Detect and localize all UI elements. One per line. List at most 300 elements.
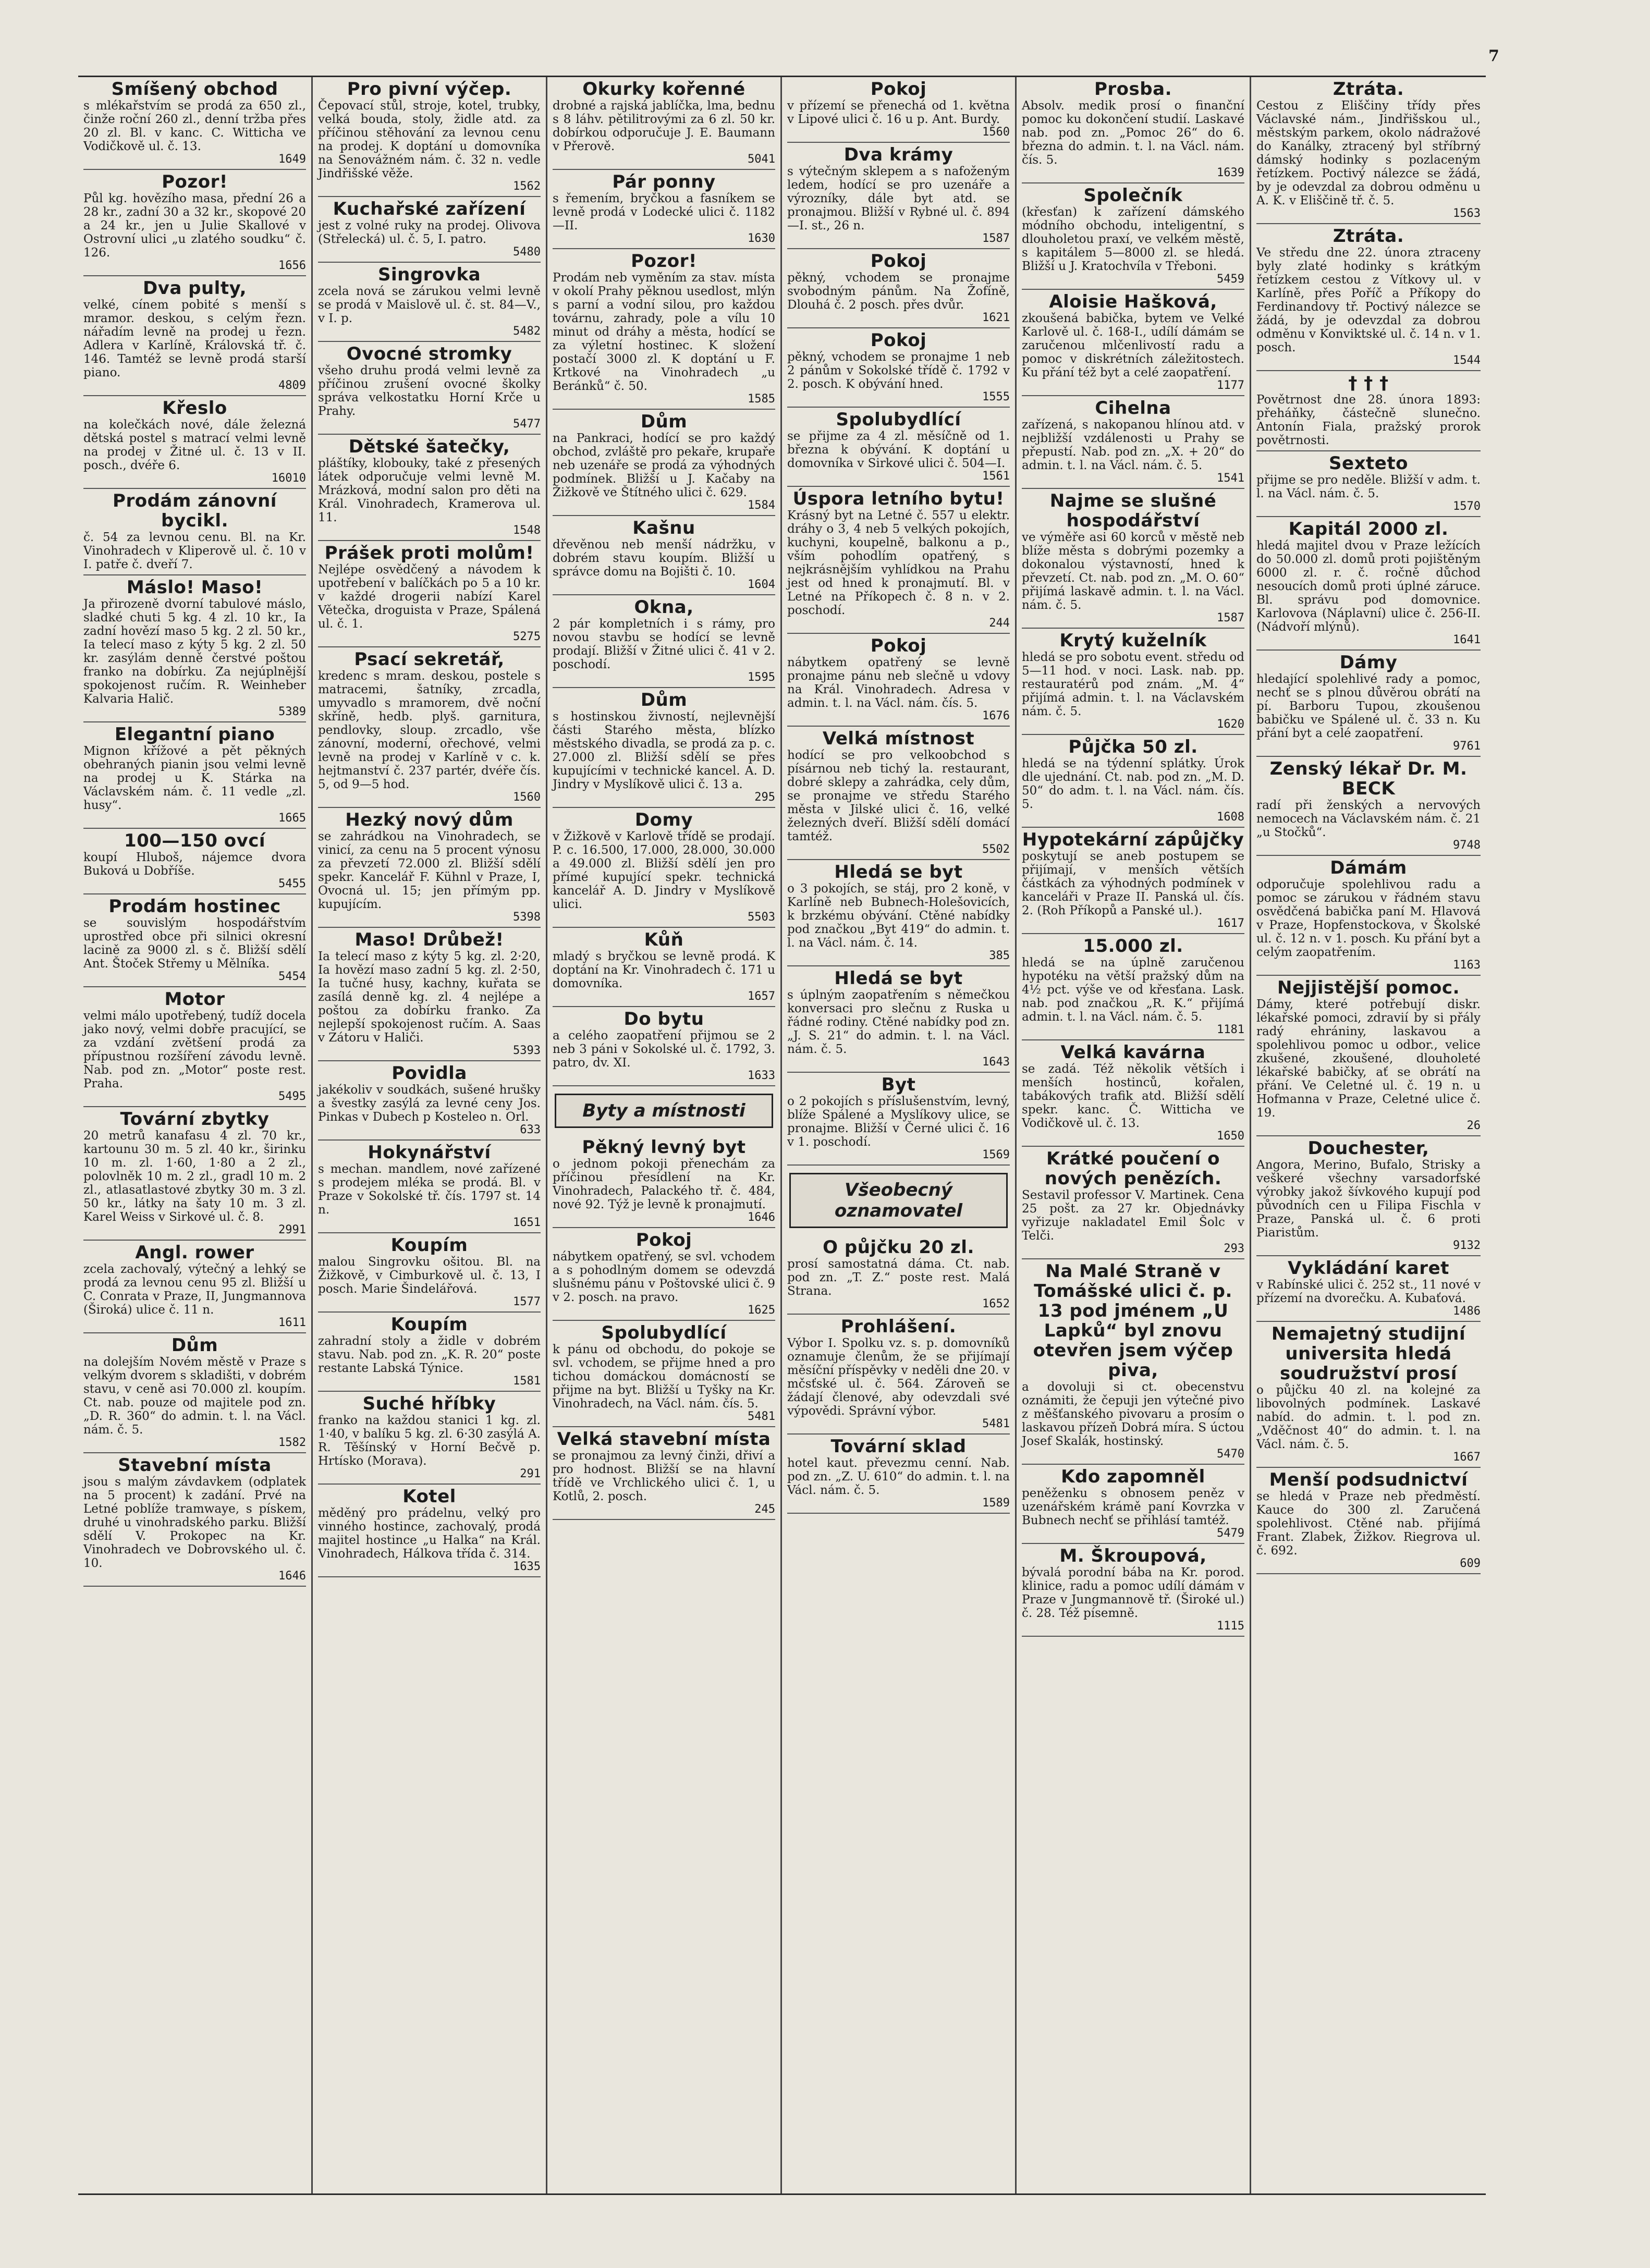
ad-body: zcela zachovalý, výtečný a lehký se prodá za levnou cenu 95 zl. Bližší u C. Conrata v Praze, II, Jungmannova (Široká) ulice č. 11 n. — [83, 1262, 306, 1317]
ad-column — [1251, 77, 1486, 2193]
ad-headline: Dům — [171, 1335, 218, 1356]
ad-number: 1608 — [1217, 811, 1244, 824]
ad-number: 1649 — [278, 153, 306, 166]
ad-headline: † † † — [1348, 373, 1389, 394]
ad-number: 1562 — [513, 180, 541, 193]
ad-body: s mechan. mandlem, nové zařízené s prodejem mléka se prodá. Bl. v Praze v Sokolské tř. čís. 1797 st. 14 n. — [318, 1162, 541, 1217]
ad-body: přijme se pro neděle. Bližší v adm. t. l. na Václ. nám. č. 5. — [1256, 473, 1481, 500]
ad-headline: Domy — [634, 810, 693, 830]
ad-headline: Tovární zbytky — [120, 1109, 270, 1130]
ad-number: 1486 — [1453, 1305, 1481, 1318]
ad-number: 5477 — [513, 418, 541, 431]
ad-body: zahradní stoly a židle v dobrém stavu. Nab. pod zn. „K. R. 20“ poste restante Labská Týnice. — [318, 1334, 541, 1375]
classified-ad — [553, 808, 775, 928]
ad-body: na Pankraci, hodící se pro každý obchod, zvláště pro pekaře, krupaře neb uzenáře se prodá za výhodných podmínek. Bližší u J. Kačaby na Žižkově ve Štítného ulici č. 629. — [553, 432, 775, 499]
ad-headline: Motor — [164, 989, 225, 1010]
ad-headline: Hezký nový dům — [345, 810, 514, 830]
ad-number: 1587 — [982, 232, 1010, 245]
ad-headline: Hledá se byt — [834, 968, 963, 989]
classified-ad — [318, 808, 541, 928]
classified-ad — [553, 1228, 775, 1321]
ad-headline: Velká stavební místa — [557, 1429, 771, 1450]
classified-ad — [1256, 517, 1481, 651]
classified-ad — [1022, 1040, 1244, 1147]
ad-body: v Žižkově v Karlově třídě se prodají. P. c. 16.500, 17.000, 28.000, 30.000 a 49.000 zl. Bližší sdělí jen pro přímé kupující spekr. technická kancelář A. D. Jindry v Myslíkově ulici. — [553, 830, 775, 911]
ad-headline: Hledá se byt — [834, 862, 963, 882]
ad-headline: Suché hříbky — [362, 1393, 496, 1414]
ad-headline: Křeslo — [162, 398, 227, 419]
ad-number: 1641 — [1453, 633, 1481, 646]
ad-body: Dámy, které potřebují diskr. lékařské pomoci, zdravií by si přály radý ehrániny, laskavou a spolehlivou pomoc u odbor., velice zkušené, zkoušené, dlouholeté lékařské babičky, ať se obrátí na přání. Ve Celetné ul. č. 19 n. u Hofmanna v Praze, Celetné ulice č. 19. — [1256, 998, 1481, 1120]
ad-headline: Byt — [881, 1074, 916, 1095]
ad-headline: Prodám zánovní bycikl. — [113, 491, 277, 531]
classified-ad — [318, 263, 541, 342]
ad-body: s řemením, bryčkou a fasníkem se levně prodá v Lodecké ulici č. 1182—II. — [553, 192, 775, 232]
ad-headline: Sexteto — [1329, 453, 1408, 474]
ad-number: 1569 — [982, 1148, 1010, 1161]
ad-number: 1657 — [748, 990, 775, 1003]
ad-headline: Aloisie Hašková, — [1049, 291, 1217, 312]
classified-ad — [1022, 1259, 1244, 1465]
ad-body: Ve středu dne 22. února ztraceny byly zlaté hodinky s krátkým řetízkem cestou z Vítkovy ul. v Karlíně, přes Poříč a Příkopy do Ferdinandovy tř. Poctivý nálezce se žádá, by je odevzdal za dobrou odměnu v Konviktské ul. č. 14 n. v 1. posch. — [1256, 246, 1481, 354]
ad-number: 1656 — [278, 259, 306, 272]
classified-ad — [1256, 77, 1481, 224]
classified-ad — [1256, 1256, 1481, 1322]
section-heading: Všeobecný oznamovatel — [789, 1173, 1008, 1228]
ad-number: 1585 — [748, 393, 775, 406]
ad-number: 1650 — [1217, 1130, 1244, 1143]
ad-headline: Dětské šatečky, — [348, 436, 510, 457]
ad-column — [313, 77, 547, 2193]
ad-number: 1620 — [1217, 718, 1244, 731]
ad-headline: Povidla — [392, 1063, 467, 1084]
ad-headline: Pro pivní výčep. — [347, 79, 512, 100]
ad-headline: Pokoj — [870, 330, 927, 351]
ad-headline: Pokoj — [870, 79, 927, 100]
classified-ad — [1022, 735, 1244, 828]
ad-number: 1582 — [278, 1436, 306, 1449]
classified-ad — [1022, 77, 1244, 183]
classified-ad — [83, 1453, 306, 1587]
ad-body: Ja přirozeně dvorní tabulové máslo, sladké chuti 5 kg. 4 zl. 10 kr., Ia zadní hovězí maso 5 kg. 2 zl. 50 kr., Ia telecí maso z kýty 5 kg. 2 zl. 50 kr. zasýlám denně čerstvé poštou franko na dobírku. Za nejúplnější spokojenost ručím. R. Weinheber Kalvaria Halič. — [83, 597, 306, 706]
ad-body: o 3 pokojích, se stáj, pro 2 koně, v Karlíně neb Bubnech-Holešovicích, k brzkému obývání. Ctěné nabídky pod značkou „Byt 419“ do admin. t. l. na Václ. nám. č. 14. — [787, 882, 1010, 950]
ad-body: hledá se na úplně zaručenou hypotéku na větší pražský dům na 4½ pct. výše ve od křesťana. Lask. nab. pod značkou „R. K.“ přijímá admin. t. l. na Václ. nám. č. 5. — [1022, 956, 1244, 1024]
ad-body: (křesťan) k zařízení dámského módního obchodu, inteligentní, s dlouholetou praxí, ve velkém městě, s kapitálem 5—8000 zl. se hledá. Bližší u J. Kratochvíla v Třeboni. — [1022, 205, 1244, 273]
ad-body: v přízemí se přenechá od 1. května v Lipové ulici č. 16 u p. Ant. Burdy. — [787, 99, 1010, 126]
ad-headline: Kotel — [402, 1486, 456, 1507]
ad-number: 1115 — [1217, 1620, 1244, 1633]
ad-headline: Elegantní piano — [114, 724, 275, 745]
classified-ad — [787, 966, 1010, 1073]
classified-ad — [318, 928, 541, 1061]
ad-headline: Kapitál 2000 zl. — [1288, 519, 1449, 540]
classified-ad — [318, 1485, 541, 1577]
classified-ad — [787, 1235, 1010, 1315]
ad-column — [78, 77, 313, 2193]
ad-headline: 15.000 zl. — [1083, 936, 1183, 957]
ad-body: Ia telecí maso z kýty 5 kg. zl. 2·20, Ia hovězí maso zadní 5 kg. zl. 2·50, Ia tučné husy, kachny, kuřata se zasílá denně kg. zl. 4 nejlépe a poštou za dobírku franko. Za nejlepší spokojenost ručím. A. Saas v Zátoru v Haliči. — [318, 950, 541, 1045]
ad-number: 9761 — [1453, 740, 1481, 753]
ad-body: a celého zaopatření přijmou se 2 neb 3 páni v Sokolské ul. č. 1792, 3. patro, dv. XI. — [553, 1029, 775, 1070]
classified-ad — [1256, 856, 1481, 976]
ad-body: odporučuje spolehlivou radu a pomoc se zárukou v řádném stavu osvědčená babička paní M. Hlavová v Praze, Hopfenstockova, v Školské ul. č. 12 n. v 1. posch. Ku přání byt a celým zaopatřením. — [1256, 878, 1481, 959]
ad-headline: Krytý kuželník — [1059, 630, 1207, 651]
ad-body: hledá majitel dvou v Praze ležících do 50.000 zl. domů proti pojištěným 6000 zl. r. č. ročně důchod nesoucích domů proti úplné záruce. Bl. správu pod domovnice. Karlovova (Náplavní) ulice č. 256-II. (Nádvoří mlýnů). — [1256, 539, 1481, 634]
ad-headline: Ztráta. — [1333, 226, 1404, 247]
ad-number: 26 — [1466, 1119, 1481, 1132]
ad-number: 5481 — [748, 1410, 775, 1423]
classified-ad — [1256, 1322, 1481, 1468]
ad-body: se zadá. Též několik větších i menších hostinců, kořalen, tabákových trafik atd. Bližší sdělí spekr. kanc. Č. Witticha ve Vodičkově ul. č. 13. — [1022, 1062, 1244, 1130]
ad-number: 291 — [520, 1467, 541, 1480]
ad-body: zcela nová se zárukou velmi levně se prodá v Maislově ul. č. st. 84—V., v I. p. — [318, 285, 541, 325]
ad-body: ve výměře asi 60 korců v městě neb blíže města s dobrými pozemky a dokonalou výstavností, hned k převzetí. Ct. nab. pod zn. „M. O. 60“ přijímá laskavě admin. t. l. na Václ. nám. č. 5. — [1022, 531, 1244, 612]
ad-number: 5480 — [513, 246, 541, 259]
ad-number: 5481 — [982, 1417, 1010, 1430]
ad-number: 245 — [754, 1503, 775, 1516]
ad-headline: Dámy — [1339, 652, 1398, 673]
classified-ad — [553, 928, 775, 1007]
ad-headline: Cihelna — [1095, 398, 1171, 419]
classified-ad — [83, 1107, 306, 1241]
ad-body: jsou s malým závdavkem (odplatek na 5 procent) k zadání. Prvé na Letné poblíže tramwaye, s pískem, druhé u vinohradského parku. Bližší sdělí V. Prokopec na Kr. Vinohradech ve Dobrovského ul. č. 10. — [83, 1475, 306, 1570]
classified-ad — [83, 722, 306, 829]
ad-headline: Hokynářství — [368, 1142, 491, 1163]
ad-number: 1577 — [513, 1295, 541, 1308]
classified-ad — [318, 1313, 541, 1392]
ad-body: 20 metrů kanafasu 4 zl. 70 kr., kartounu 30 m. 5 zl. 40 kr., širinku 10 m. zl. 1·60, 1·80 a 2 zl., polovlněk 10 m. 2 zl., gradl 10 m. 2 zl., atlasatlastové zbytky 30 m. 3 zl. 50 kr., látky na šaty 10 m. 3 zl. Karel Weiss v Sirkové ul. č. 8. — [83, 1129, 306, 1224]
ad-body: Angora, Merino, Bufalo, Strisky a veškeré všechny varsadorfské výrobky jakož šívkového kupují pod původních cen u Filipa Fischla v Praze, Panská ul. č. 6 proti Piaristům. — [1256, 1158, 1481, 1240]
ad-body: prosí samostatná dáma. Ct. nab. pod zn. „T. Z.“ poste rest. Malá Strana. — [787, 1257, 1010, 1298]
classified-ad — [1022, 629, 1244, 735]
classified-ad — [787, 1315, 1010, 1435]
ad-number: 1633 — [748, 1069, 775, 1082]
ad-number: 1665 — [278, 812, 306, 825]
classified-ad — [1256, 1468, 1481, 1574]
ad-number: 5503 — [748, 911, 775, 924]
ad-headline: M. Škroupová, — [1059, 1546, 1207, 1566]
classified-ad — [83, 987, 306, 1107]
ad-body: se hledá v Praze neb předměstí. Kauce do 300 zl. Zaručená spolehlivost. Ctěné nab. přijímá Frant. Zlabek, Žižkov. Riegrova ul. č. 692. — [1256, 1490, 1481, 1558]
classified-ad — [1256, 757, 1481, 856]
classified-ad — [787, 634, 1010, 727]
classified-ad — [83, 575, 306, 722]
classified-ad — [318, 1141, 541, 1233]
ad-headline: 100—150 ovcí — [124, 830, 266, 851]
ad-body: na dolejším Novém městě v Praze s velkým dvorem s skladišti, v dobrém stavu, v ceně asi 70.000 zl. koupím. Ct. nab. pouze od majitele pod zn. „D. R. 360“ do admin. t. l. na Václ. nám. č. 5. — [83, 1355, 306, 1437]
ad-number: 9748 — [1453, 839, 1481, 852]
ad-headline: Psací sekretář, — [354, 649, 505, 670]
ad-headline: Nejjistější pomoc. — [1277, 977, 1460, 998]
ad-body: pěkný, vchodem se pronajme svobodným pánům. Na Žofíně, Dlouhá č. 2 posch. přes dvůr. — [787, 271, 1010, 312]
ad-number: 5455 — [278, 877, 306, 890]
ad-body: velké, cínem pobité s menší s mramor. deskou, s celým řezn. nářadím levně na prodej u řezn. Adlera v Karlíně, Královská tř. č. 146. Tamtéž se levně prodá starší piano. — [83, 298, 306, 379]
ad-body: Prodám neb vyměním za stav. místa v okolí Prahy pěknou usedlost, mlýn s parní a vodní silou, pro každou továrnu, zahrady, pole a vílu 10 minut od dráhy a města, hodící se za výletní hostinec. K složení postačí 3000 zl. K doptání u F. Krtkové na Vinohradech „u Beránků“ č. 50. — [553, 271, 775, 393]
ad-body: zařízená, s nakopanou hlínou atd. v nejbližší vzdálenosti u Prahy se přepustí. Nab. pod zn. „X. + 20“ do admin. t. l. na Václ. nám. č. 5. — [1022, 418, 1244, 472]
ad-body: Krásný byt na Letné č. 557 u elektr. dráhy o 3, 4 neb 5 velkých pokojích, kuchyni, koupelně, balkonu a p., vším pohodlím opatřený, s nejkrásnějším vyhlídkou na Prahu jest od hned k pronajmutí. Bl. v Letné na Příkopech č. 8 n. v 2. poschodí. — [787, 509, 1010, 617]
ad-body: s hostinskou živností, nejlevnější části Starého města, blízko městského divadla, se prodá za p. c. 27.000 zl. Bližší sdělí se přes kupujícími v technické kancel. A. D. Jindry v Myslíkově ulici č. 13 a. — [553, 710, 775, 791]
ad-number: 9132 — [1453, 1239, 1481, 1252]
ad-number: 5389 — [278, 705, 306, 718]
ad-number: 5454 — [278, 970, 306, 983]
ad-number: 5393 — [513, 1044, 541, 1057]
ad-headline: Smíšený obchod — [111, 79, 278, 100]
ad-body: a dovoluji si ct. obecenstvu oznámiti, že čepuji jen výtečné pivo z měšťanského pivovaru a prosím o laskavou přízeň Dobrá míra. S úctou Josef Skalák, hostinský. — [1022, 1380, 1244, 1448]
ad-body: hledá se pro sobotu event. středu od 5—11 hod. v noci. Lask. nab. pp. restauratérů pod znám. „M. 4“ přijímá admin. t. l. na Václavském nám. č. 5. — [1022, 651, 1244, 718]
ad-body: pláštíky, klobouky, také z přesených látek odporučuje velmi levně M. Mrázková, modní salon pro děti na Král. Vinohradech, Kramerova ul. 11. — [318, 457, 541, 524]
ad-body: Výbor I. Spolku vz. s. p. domovníků oznamuje členům, že se přijímají měsíční příspěvky v neděli dne 20. v mčsťské ul. č. 564. Zároveň se žádají členové, aby odevzdali své výpovědi. Správní výbor. — [787, 1337, 1010, 1418]
ad-headline: Pozor! — [631, 251, 697, 272]
ad-headline: Vykládání karet — [1288, 1258, 1449, 1279]
ad-headline: Spolubydlící — [836, 409, 961, 430]
ad-headline: Společník — [1083, 185, 1183, 206]
ad-body: koupí Hluboš, nájemce dvora Buková u Dobříše. — [83, 851, 306, 878]
ad-headline: Pěkný levný byt — [582, 1137, 746, 1158]
ad-number: 5459 — [1217, 273, 1244, 286]
ad-body: jest z volné ruky na prodej. Olivova (Střelecká) ul. č. 5, I. patro. — [318, 219, 541, 246]
ad-number: 1570 — [1453, 500, 1481, 513]
ad-body: všeho druhu prodá velmi levně za příčinou zrušení ovocné školky správa velkostatku Horní Krče u Prahy. — [318, 364, 541, 418]
classified-ad — [83, 894, 306, 987]
classified-ad — [553, 410, 775, 516]
classified-ad — [1022, 934, 1244, 1040]
ad-number: 633 — [520, 1123, 541, 1136]
classified-ad — [1022, 396, 1244, 489]
ad-number: 5479 — [1217, 1527, 1244, 1540]
ad-body: Absolv. medik prosí o finanční pomoc ku dokončení studií. Laskavé nab. pod zn. „Pomoc 26“ do 6. března do admin. t. l. na Václ. nám. čís. 5. — [1022, 99, 1244, 167]
ad-number: 5502 — [982, 843, 1010, 856]
ad-headline: Velká místnost — [822, 728, 975, 749]
ad-number: 1617 — [1217, 917, 1244, 930]
ad-headline: Prosba. — [1094, 79, 1172, 100]
section-heading: Byty a místnosti — [555, 1094, 773, 1128]
classified-ad — [83, 77, 306, 170]
ad-body: na kolečkách nové, dále železná dětská postel s matrací velmi levně na prodej v Žitné ul. č. 13 v II. posch., dvéře 6. — [83, 418, 306, 472]
ad-headline: Dámám — [1330, 857, 1407, 878]
classified-ad — [787, 1435, 1010, 1514]
ad-number: 1177 — [1217, 379, 1244, 392]
ad-body: hodící se pro velkoobchod s písárnou neb tichý la. restaurant, dobré sklepy a zahrádka, cely dům, se pronajme ve středu Starého města v Jilské ulici č. 16, velké železných dveří. Bližší sdělí domácí tamtéž. — [787, 749, 1010, 843]
ad-headline: Kuchařské zařízení — [333, 199, 526, 219]
ad-body: jakékoliv v soudkách, sušené hrušky a švestky zasýlá za levné ceny Jos. Pinkas v Dubech p Kosteleo n. Orl. — [318, 1083, 541, 1124]
ad-number: 1561 — [982, 470, 1010, 483]
ad-body: Sestavil professor V. Martinek. Cena 25 pošt. za 27 kr. Objednávky vyřizuje nakladatel Emil Šolc v Telči. — [1022, 1188, 1244, 1243]
ad-body: nábytkem opatřený, se svl. vchodem a s pohodlným domem se odevzdá slušnému pánu v Poštovské ulici č. 9 v 2. posch. na pravo. — [553, 1250, 775, 1304]
ad-number: 1621 — [982, 311, 1010, 324]
classified-ad — [553, 170, 775, 249]
ad-column — [782, 77, 1017, 2193]
classified-ad — [83, 170, 306, 276]
ad-number: 1611 — [278, 1316, 306, 1329]
ad-headline: Na Malé Straně v Tomášské ulici č. p. 13 pod jménem „U Lapků“ byl znovu otevřen jsem výčep piva, — [1033, 1261, 1233, 1381]
ad-number: 1630 — [748, 232, 775, 245]
ad-body: Půl kg. hovězího masa, přední 26 a 28 kr., zadní 30 a 32 kr., skopové 20 a 24 kr., jen u Julie Skallové v Ostrovní ulici „u zlatého soudku“ č. 126. — [83, 192, 306, 260]
ad-body: bývalá porodní bába na Kr. porod. klinice, radu a pomoc udílí dámám v Praze v Jungmannově tř. (Široké ul.) č. 28. Též písemně. — [1022, 1566, 1244, 1620]
ad-headline: Stavební místa — [118, 1455, 272, 1476]
ad-body: peněženku s obnosem peněz v uzenářském krámě paní Kovrzka v Bubnech nechť se přihlásí tamtéž. — [1022, 1487, 1244, 1527]
ad-number: 1646 — [748, 1211, 775, 1224]
ad-number: 1589 — [982, 1497, 1010, 1510]
ad-body: o půjčku 40 zl. na kolejné za libovolných podmínek. Laskavé nabíd. do admin. t. l. pod zn. „Vděčnost 40“ do admin. t. l. na Václ. nám. č. 5. — [1256, 1383, 1481, 1451]
ad-body: se pronajmou za levný činži, dřiví a pro hodnost. Bližší se na hlavní třídě ve Vrchlického ulici č. 1, u Kotlů, 2. posch. — [553, 1449, 775, 1503]
classified-ad — [1022, 1465, 1244, 1544]
ad-number: 5041 — [748, 153, 775, 166]
classified-ad — [83, 489, 306, 575]
ad-body: měděný pro prádelnu, velký pro vinného hostince, zachovalý, prodá majitel hostince „u Halka“ na Král. Vinohradech, Hálkova třída č. 314. — [318, 1506, 541, 1561]
classified-ad — [318, 197, 541, 263]
ad-body: drobné a rajská jablíčka, lma, bednu s 8 láhv. pětilitrovými za 6 zl. 50 kr. dobírkou odporučuje J. E. Baumann v Přerově. — [553, 99, 775, 153]
ad-body: Mignon křížové a pět pěkných obehraných pianin jsou velmi levně na prodej u K. Stárka na Václavském nám. č. 11 vedle „zl. husy“. — [83, 744, 306, 812]
classified-ad — [318, 77, 541, 197]
ad-number: 1163 — [1453, 959, 1481, 972]
ad-body: se souvislým hospodářstvím uprostřed obce při silnici okresní lacině za 9000 zl. s č. Bližší sdělí Ant. Štoček Střemy u Mělníka. — [83, 916, 306, 971]
classified-ad — [787, 487, 1010, 634]
ad-headline: Pokoj — [870, 251, 927, 272]
ad-body: dřevěnou neb menší nádržku, v dobrém stavu koupím. Bližší u správce domu na Bojišti č. 10. — [553, 538, 775, 579]
ad-headline: Ovocné stromky — [346, 344, 512, 364]
ad-number: 1563 — [1453, 207, 1481, 220]
newspaper-page — [78, 76, 1486, 2195]
ad-headline: Tovární sklad — [830, 1436, 967, 1457]
ad-headline: Koupím — [390, 1314, 468, 1335]
ad-number: 1643 — [982, 1056, 1010, 1069]
classified-ad — [83, 829, 306, 894]
classified-ad — [1022, 1544, 1244, 1637]
ad-number: 1541 — [1217, 472, 1244, 485]
ad-headline: Hypotekární zápůjčky — [1022, 829, 1244, 850]
ad-number: 1548 — [513, 524, 541, 537]
classified-ad — [553, 688, 775, 808]
ad-column — [547, 77, 782, 2193]
classified-ad — [787, 328, 1010, 408]
ad-headline: Okna, — [634, 597, 694, 618]
ad-headline: Zenský lékař Dr. M. BECK — [1269, 758, 1468, 799]
ad-headline: Pokoj — [635, 1230, 692, 1251]
classified-ad — [1256, 224, 1481, 371]
ad-body: Povětrnost dne 28. února 1893: přeháňky, částečně slunečno. Antonín Fiala, pražský prorok povětrnosti. — [1256, 393, 1481, 447]
ad-number: 244 — [989, 617, 1010, 630]
classified-ad — [1256, 976, 1481, 1136]
classified-ad — [787, 727, 1010, 860]
ad-number: 5275 — [513, 630, 541, 643]
ad-headline: Dva pulty, — [142, 278, 247, 299]
classified-ad — [787, 860, 1010, 966]
ad-number: 1639 — [1217, 166, 1244, 179]
ad-number: 2991 — [278, 1223, 306, 1236]
ad-headline: Okurky kořenné — [582, 79, 745, 100]
ad-body: Nejlépe osvědčený a návodem k upotřebení v balíčkách po 5 a 10 kr. v každé drogerii nabízí Karel Větečka, droguista v Praze, Spálená ul. č. 1. — [318, 563, 541, 631]
ad-body: hotel kaut. převezmu cenní. Nab. pod zn. „Z. U. 610“ do admin. t. l. na Václ. nám. č. 5. — [787, 1456, 1010, 1497]
ad-body: o 2 pokojích s příslušenstvím, levný, blíže Spálené a Myslíkovy ulice, se pronajme. Bližší v Černé ulici č. 16 v 1. poschodí. — [787, 1095, 1010, 1149]
classified-ad — [787, 77, 1010, 143]
ad-body: poskytují se aneb postupem se přijímají, v menších větších částkách za výhodných podmínek v kanceláři v Praze II. Panská ul. čís. 2. (Roh Příkopů a Panské ul.). — [1022, 850, 1244, 917]
ad-number: 1676 — [982, 709, 1010, 722]
ad-headline: Velká kavárna — [1060, 1042, 1206, 1063]
classified-ad — [318, 541, 541, 647]
ad-headline: Pozor! — [162, 171, 228, 192]
classified-ad — [318, 1392, 541, 1485]
ad-number: 1635 — [513, 1560, 541, 1573]
classified-ad — [1022, 828, 1244, 934]
classified-ad — [1022, 1147, 1244, 1259]
ad-body: 2 pár kompletních i s rámy, pro novou stavbu se hodící se levně prodají. Bližší v Žitné ulici č. 41 v 2. poschodí. — [553, 617, 775, 671]
ad-number: 1604 — [748, 578, 775, 591]
ad-body: mladý s bryčkou se levně prodá. K doptání na Kr. Vinohradech č. 171 u domovníka. — [553, 950, 775, 990]
ad-headline: Maso! Drůbež! — [355, 929, 504, 950]
ad-headline: Dva krámy — [844, 144, 954, 165]
ad-number: 1651 — [513, 1216, 541, 1229]
ad-headline: Nemajetný studijní universita hledá soudružství prosí — [1271, 1323, 1466, 1384]
ad-body: nábytkem opatřený se levně pronajme pánu neb slečně u vdovy na Král. Vinohradech. Adresa v admin. t. l. na Václ. nám. čís. 5. — [787, 656, 1010, 710]
ad-body: se zahrádkou na Vinohradech, se vinicí, za cenu na 5 procent výnosu za převzetí 72.000 zl. Bližší sdělí spekr. Kancelář F. Kühnl v Praze, I, Ovocná ul. 15; jen přímým pp. kupujícím. — [318, 830, 541, 911]
ad-column — [1017, 77, 1251, 2193]
ad-headline: Prodám hostinec — [108, 896, 281, 917]
ad-headline: O půjčku 20 zl. — [823, 1237, 974, 1258]
classified-ad — [318, 647, 541, 808]
ad-number: 609 — [1460, 1557, 1481, 1570]
ad-body: kredenc s mram. deskou, postele s matracemi, šatníky, zrcadla, umyvadlo s mramorem, dvě noční skříně, hedb. plyš. garnitura, pendlovky, sloup. zrcadlo, vše zánovní, moderní, ořechové, velmi levně na prodej v Karlíně v c. k. hejtmanství č. 237 partér, dvéře čís. 5, od 9—5 hod. — [318, 669, 541, 791]
ad-headline: Pokoj — [870, 635, 927, 656]
classified-ad — [787, 143, 1010, 249]
ad-number: 1560 — [982, 126, 1010, 139]
ad-number: 385 — [989, 949, 1010, 962]
classified-ad — [553, 1321, 775, 1427]
classified-ad — [1022, 290, 1244, 396]
ad-number: 1652 — [982, 1297, 1010, 1310]
classified-ad — [553, 1135, 775, 1228]
ad-body: franko na každou stanici 1 kg. zl. 1·40, v balíku 5 kg. zl. 6·30 zasýlá A. R. Těšínský v Horní Bečvě p. Hrtísko (Morava). — [318, 1414, 541, 1468]
ad-headline: Angl. rower — [135, 1242, 254, 1263]
classified-ad — [83, 276, 306, 396]
ad-number: 1587 — [1217, 611, 1244, 624]
classified-ad — [83, 1241, 306, 1333]
ad-body: hledá se na týdenní splátky. Úrok dle ujednání. Ct. nab. pod zn. „M. D. 50“ do adm. t. l. na Václ. nám. čís. 5. — [1022, 757, 1244, 811]
ad-number: 16010 — [271, 472, 306, 485]
ad-body: malou Singrovku ošitou. Bl. na Žižkově, v Cimburkově ul. č. 13, I posch. Marie Šindelářová. — [318, 1255, 541, 1296]
ad-number: 5398 — [513, 911, 541, 924]
ad-number: 1667 — [1453, 1451, 1481, 1464]
ad-body: k pánu od obchodu, do pokoje se svl. vchodem, se přijme hned a pro tichou domáckou domácností se přijme na byt. Bližší u Tyšky na Kr. Vinohradech, na Václ. nám. čís. 5. — [553, 1343, 775, 1411]
ad-number: 4809 — [278, 379, 306, 392]
ad-headline: Do bytu — [624, 1009, 704, 1029]
ad-number: 5470 — [1217, 1448, 1244, 1461]
page-corner-mark: 7 — [1488, 47, 1499, 65]
classified-ad — [553, 77, 775, 170]
classified-ad — [787, 408, 1010, 487]
ad-number: 295 — [754, 791, 775, 804]
classified-ad — [318, 1061, 541, 1141]
classified-ad — [318, 435, 541, 541]
ad-number: 1625 — [748, 1304, 775, 1317]
classified-ad — [787, 249, 1010, 328]
ad-body: Čepovací stůl, stroje, kotel, trubky, velká bouda, stoly, židle atd. za příčinou stěhování za levnou cenu na prodej. K doptání u domovníka na Senovážném nám. č. 32 n. vedle Jindřišské věže. — [318, 99, 541, 180]
ad-body: s výtečným sklepem a s nafoženým ledem, hodící se pro uzenáře a výrozníky, dále byt atd. se pronajmou. Bližší v Rybné ul. č. 894—I. st., 26 n. — [787, 165, 1010, 232]
ad-body: o jednom pokoji přenechám za příčinou přesídlení na Kr. Vinohradech, Palackého tř. č. 484, nové 92. Týž je levně k pronajmutí. — [553, 1157, 775, 1211]
classified-ad — [553, 595, 775, 688]
ad-headline: Douchester, — [1307, 1138, 1429, 1159]
ad-number: 5482 — [513, 325, 541, 338]
ad-body: č. 54 za levnou cenu. Bl. na Kr. Vinohradech v Kliperově ul. č. 10 v I. patře č. dveří 7. — [83, 531, 306, 571]
ad-number: 1595 — [748, 671, 775, 684]
classified-ad — [318, 342, 541, 435]
ad-number: 5495 — [278, 1090, 306, 1103]
ad-number: 1584 — [748, 499, 775, 512]
ad-number: 1555 — [982, 390, 1010, 403]
ad-headline: Prohlášení. — [840, 1316, 957, 1337]
ad-body: pěkný, vchodem se pronajme 1 neb 2 pánům v Sokolské třídě č. 1792 v 2. posch. K obývání hned. — [787, 350, 1010, 391]
ad-body: s úplným zaopatřením s němečkou konversaci pro slečnu z Ruska u řádné rodiny. Ctěné nabídky pod zn. „J. S. 21“ do admin. t. l. na Václ. nám. č. 5. — [787, 988, 1010, 1056]
ad-headline: Koupím — [390, 1235, 468, 1256]
